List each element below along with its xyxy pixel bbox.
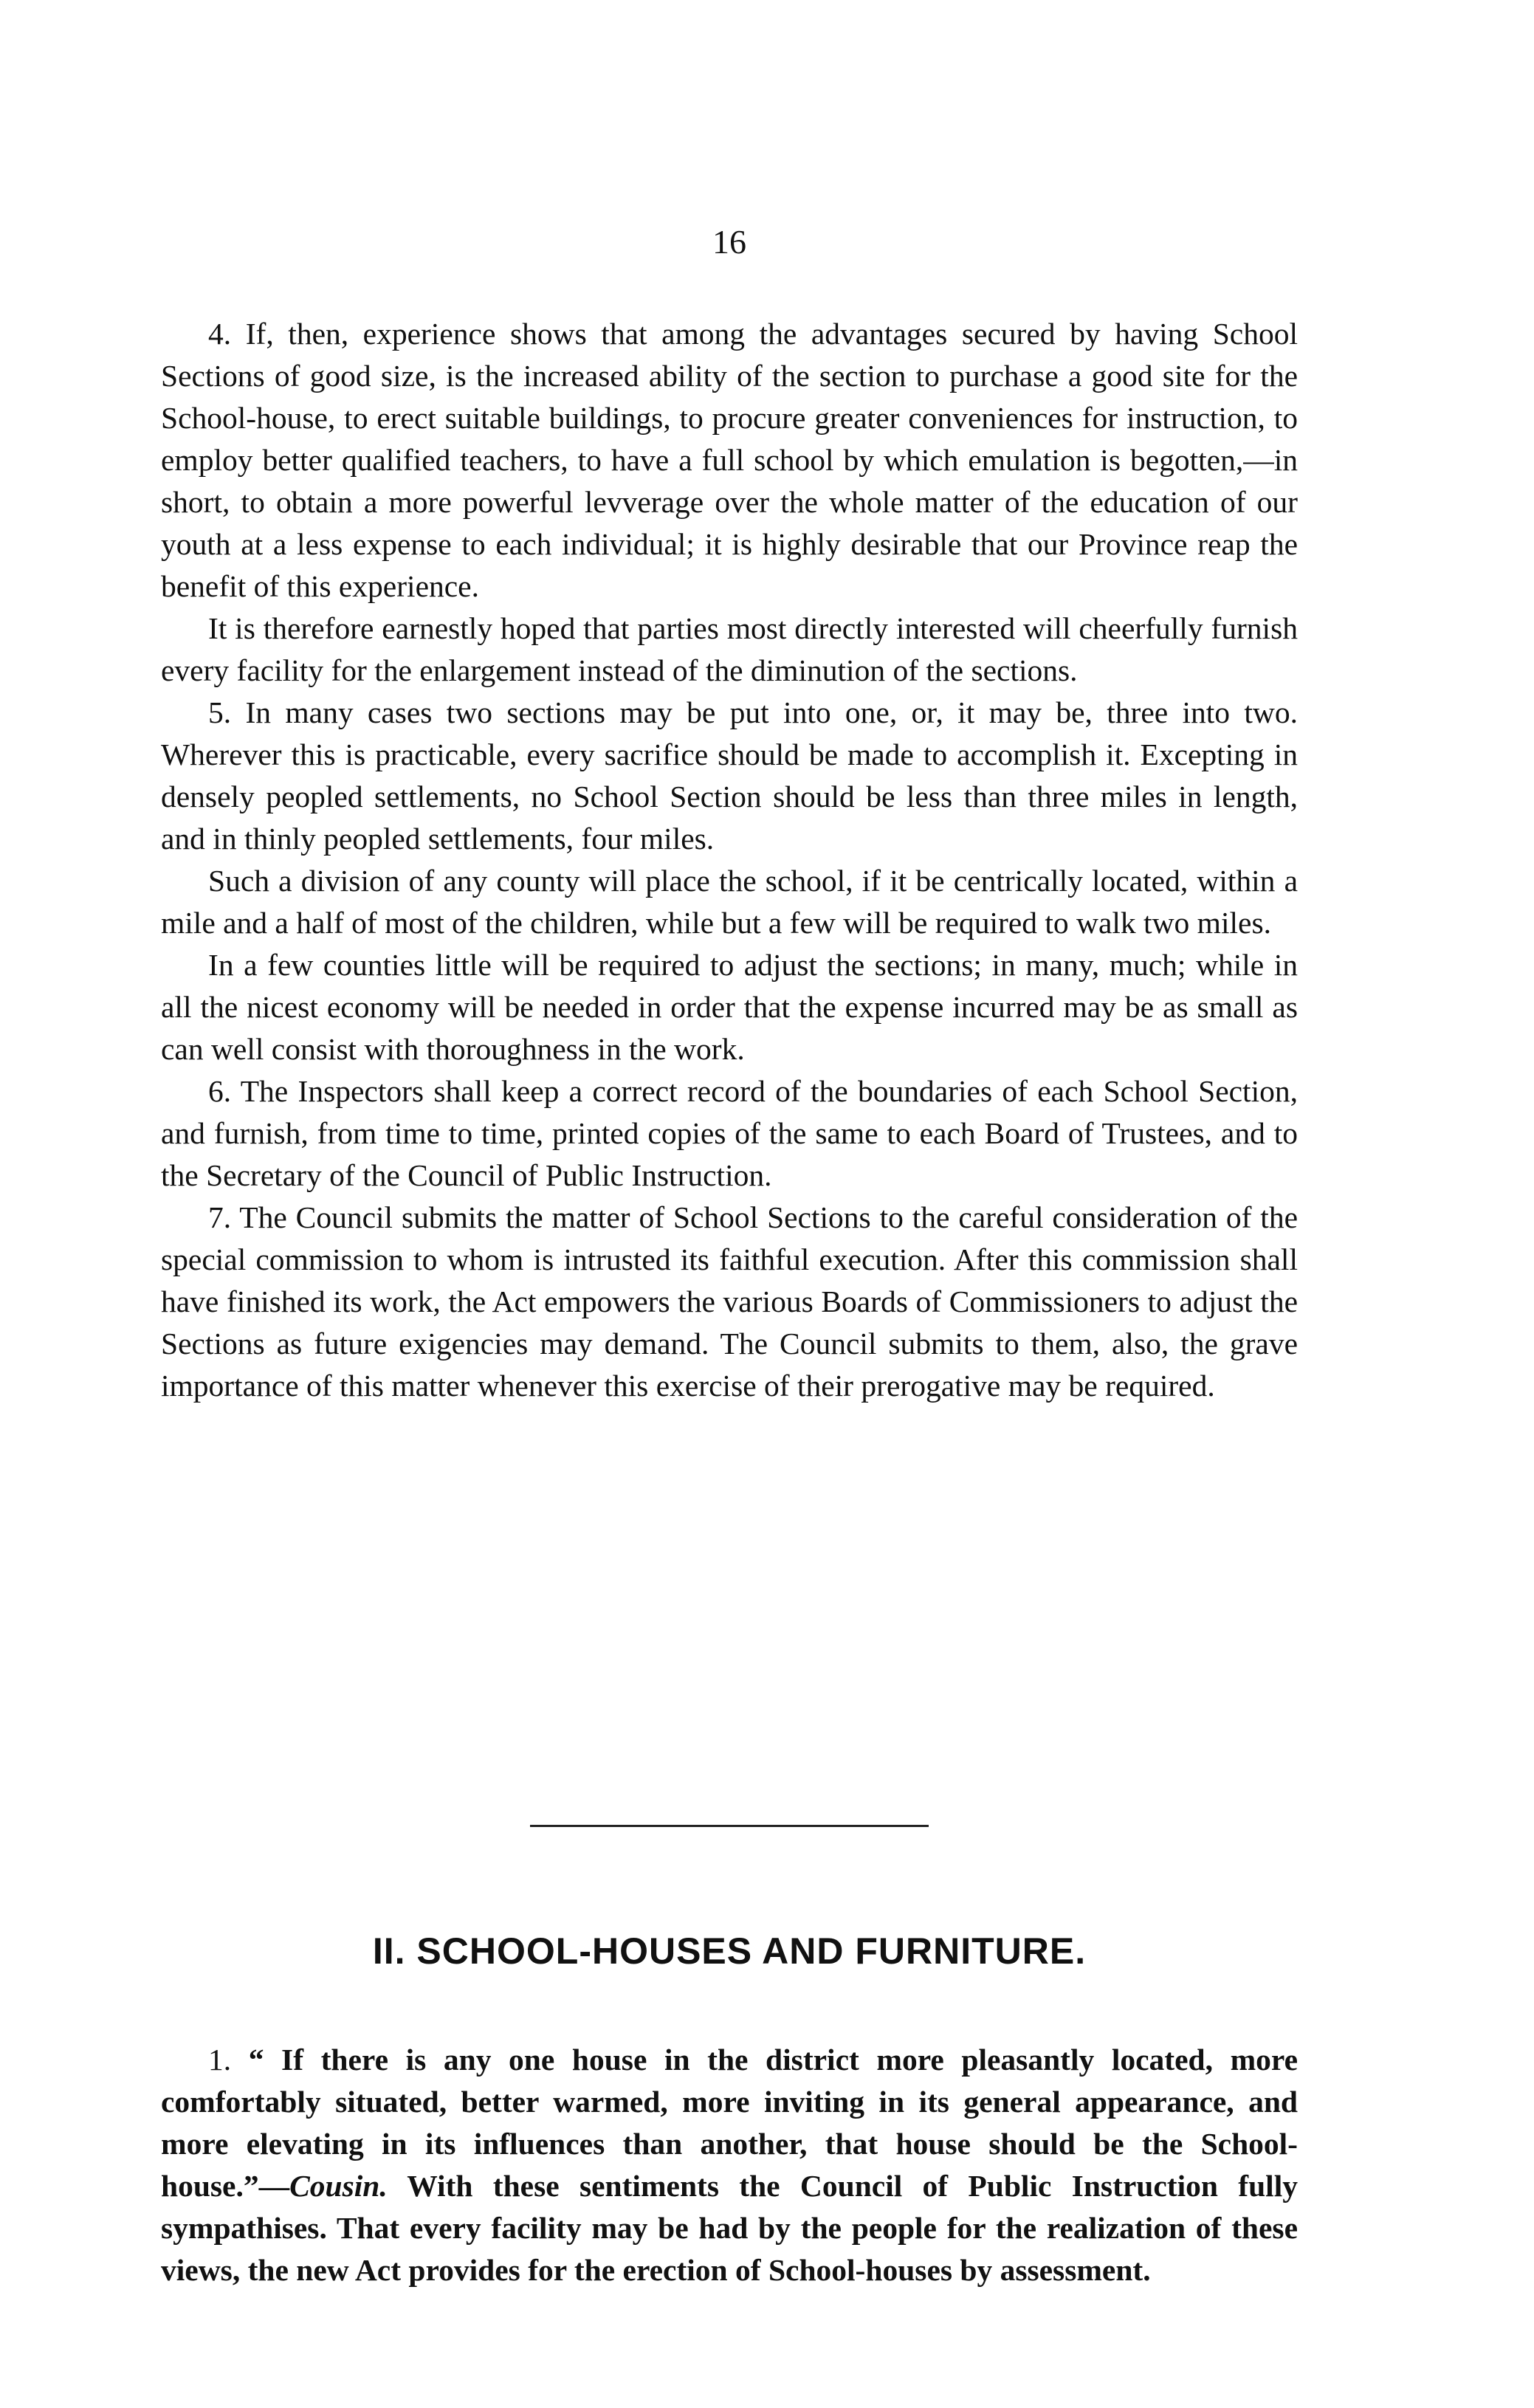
paragraph-number: 6. [208,1074,232,1108]
paragraph-text: If, then, experience shows that among the advantages secured by having School Sections of good size, is the increased ability of the section to purchase a good site for the School-house, to erect suitable buildings, to procure greater conveniences for instruction, to employ better qualified teachers, to have a full school by which emulation is begotten,—in short, to obtain a more powerful levverage over the whole matter of the education of our youth at a less expense to each individual; it is highly desirable that our Province reap the benefit of this experience. [161,317,1298,603]
paragraph-number: 5. [208,695,232,729]
paragraph-4 [161,313,1298,608]
paragraph-text: The Council submits the matter of School Sections to the careful consideration of the special commission to whom is intrusted its faithful execution. After this commission shall have finished its work, the Act empowers the various Boards of Commissioners to adjust the Sections as future exigencies may demand. The Council submits to them, also, the grave importance of this matter whenever this exercise of their prerogative may be required. [161,1200,1298,1403]
section-paragraph-1 [161,2039,1298,2291]
paragraph-text: With these sentiments the Council of Public Instruction fully sympathises. That every facility may be had by the people for the realization of these views, the new Act provides for the erection of School-houses by assessment. [161,2169,1298,2287]
paragraph-5-division [161,860,1298,944]
paragraph-text: In a few counties little will be required to adjust the sections; in many, much; while in all the nicest economy will be needed in order that the expense incurred may be as small as can well consist with thoroughness in the work. [161,948,1298,1066]
paragraph-7 [161,1197,1298,1407]
section-body [161,2039,1298,2291]
paragraph-number: 1. [208,2043,232,2077]
paragraph-6 [161,1070,1298,1197]
paragraph-text: The Inspectors shall keep a correct record of the boundaries of each School Section, and furnish, from time to time, printed copies of the same to each Board of Trustees, and to the Secretary of the Council of Public Instruction. [161,1074,1298,1192]
page-number: 16 [712,223,746,261]
paragraph-number: 4. [208,317,232,351]
document-page [161,0,1298,2408]
section-divider [530,1825,929,1827]
paragraph-5-counties [161,944,1298,1070]
paragraph-text: It is therefore earnestly hoped that parties most directly interested will cheerfully furnish every facility for the enlargement instead of the diminution of the sections. [161,611,1298,687]
body-text [161,313,1298,1407]
quote-citation: Cousin. [289,2169,388,2203]
section-heading: II. SCHOOL-HOUSES AND FURNITURE. [372,1930,1087,1972]
paragraph-4-continued [161,608,1298,692]
paragraph-text: In many cases two sections may be put into one, or, it may be, three into two. Wherever this is practicable, every sacrifice should be made to accomplish it. Excepting in densely peopled settlements, no School Section should be less than three miles in length, and in thinly peopled settlements, four miles. [161,695,1299,856]
paragraph-number: 7. [208,1200,232,1234]
paragraph-text: Such a division of any county will place the school, if it be centrically located, within a mile and a half of most of the children, while but a few will be required to walk two miles. [161,864,1298,940]
quote-text: “ If there is any one house in the district more pleasantly located, more comfortably situated, better warmed, more inviting in its general appearance, and more elevating in its influences than another, that house should be the School-house.”— [161,2043,1298,2203]
paragraph-5 [161,692,1298,860]
